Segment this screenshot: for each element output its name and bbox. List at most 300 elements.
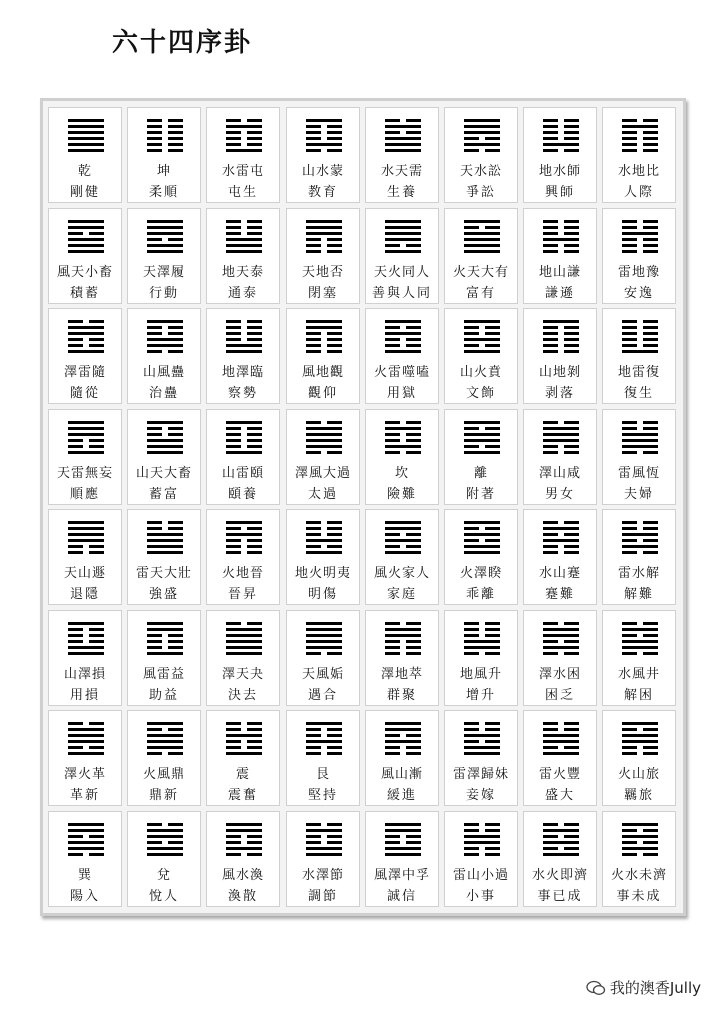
yin-line <box>622 226 658 229</box>
hexagram-name: 坤 <box>156 164 171 179</box>
hexagram-meaning: 群聚 <box>386 688 417 703</box>
yin-line <box>147 125 183 128</box>
yang-line <box>68 752 104 755</box>
hexagram-cell <box>602 208 676 304</box>
hexagram-symbol <box>464 521 500 554</box>
yin-line <box>226 835 262 838</box>
hexagram-meaning: 富有 <box>465 286 496 301</box>
yang-line <box>543 634 579 637</box>
yang-line <box>147 652 183 655</box>
yang-line <box>543 628 579 631</box>
yang-line <box>226 752 262 755</box>
yang-line <box>622 439 658 442</box>
hexagram-cell <box>206 208 280 304</box>
yang-line <box>385 137 421 140</box>
yin-line <box>147 427 183 430</box>
yang-line <box>464 533 500 536</box>
yin-line <box>385 244 421 247</box>
yang-line <box>147 829 183 832</box>
yang-line <box>68 652 104 655</box>
yang-line <box>464 640 500 643</box>
hexagram-cell <box>523 107 597 203</box>
yang-line <box>226 652 262 655</box>
yang-line <box>464 350 500 353</box>
hexagram-name: 風水渙 <box>221 868 264 883</box>
yin-line <box>68 835 104 838</box>
hexagram-name: 天火同人 <box>373 265 430 280</box>
hexagram-meaning: 觀仰 <box>307 386 338 401</box>
hexagram-name: 風山漸 <box>380 767 423 782</box>
yin-line <box>147 149 183 152</box>
yin-line <box>543 344 579 347</box>
yin-line <box>306 652 342 655</box>
yang-line <box>622 740 658 743</box>
hexagram-cell <box>602 308 676 404</box>
yin-line <box>464 344 500 347</box>
yin-line <box>68 344 104 347</box>
yang-line <box>68 533 104 536</box>
yin-line <box>464 622 500 625</box>
yang-line <box>226 734 262 737</box>
yang-line <box>68 622 104 625</box>
yin-line <box>543 131 579 134</box>
hexagram-meaning: 堅持 <box>307 788 338 803</box>
hexagram-symbol <box>147 823 183 856</box>
hexagram-cell <box>365 610 439 706</box>
hexagram-meaning: 復生 <box>623 386 654 401</box>
yin-line <box>226 539 262 542</box>
hexagram-symbol <box>622 722 658 755</box>
hexagram-meaning: 強盛 <box>148 587 179 602</box>
yin-line <box>385 835 421 838</box>
hexagram-cell <box>48 610 122 706</box>
yang-line <box>543 143 579 146</box>
yang-line <box>385 320 421 323</box>
hexagram-meaning: 人際 <box>623 185 654 200</box>
yang-line <box>147 533 183 536</box>
yang-line <box>147 853 183 856</box>
yin-line <box>622 527 658 530</box>
yang-line <box>622 640 658 643</box>
hexagram-name: 地雷復 <box>617 365 660 380</box>
hexagram-symbol <box>543 622 579 655</box>
yin-line <box>622 320 658 323</box>
yin-line <box>385 646 421 649</box>
yang-line <box>543 439 579 442</box>
hexagram-cell <box>206 710 280 806</box>
yin-line <box>622 332 658 335</box>
hexagram-symbol <box>543 119 579 152</box>
hexagram-symbol <box>306 521 342 554</box>
hexagram-symbol <box>622 320 658 353</box>
yang-line <box>226 125 262 128</box>
hexagram-meaning: 退隱 <box>69 587 100 602</box>
yang-line <box>68 220 104 223</box>
yin-line <box>226 545 262 548</box>
hexagram-symbol <box>306 220 342 253</box>
yang-line <box>385 527 421 530</box>
yang-line <box>68 119 104 122</box>
hexagram-meaning: 男女 <box>544 487 575 502</box>
yin-line <box>385 451 421 454</box>
hexagram-cell <box>444 811 518 907</box>
yin-line <box>543 244 579 247</box>
hexagram-meaning: 文飾 <box>465 386 496 401</box>
hexagram-name: 雷火豐 <box>538 767 581 782</box>
yang-line <box>622 835 658 838</box>
hexagram-cell <box>286 308 360 404</box>
yin-line <box>543 533 579 536</box>
hexagram-meaning: 震奮 <box>227 788 258 803</box>
yin-line <box>464 527 500 530</box>
yin-line <box>543 823 579 826</box>
yin-line <box>306 137 342 140</box>
hexagram-cell <box>48 710 122 806</box>
yang-line <box>385 740 421 743</box>
yin-line <box>622 451 658 454</box>
yin-line <box>622 622 658 625</box>
hexagram-symbol <box>543 320 579 353</box>
hexagram-symbol <box>147 220 183 253</box>
hexagram-meaning: 善與人同 <box>371 286 432 301</box>
yin-line <box>226 326 262 329</box>
hexagram-meaning: 誠信 <box>386 889 417 904</box>
yin-line <box>147 521 183 524</box>
yang-line <box>622 823 658 826</box>
yin-line <box>622 344 658 347</box>
yin-line <box>68 338 104 341</box>
hexagram-cell <box>48 409 122 505</box>
yin-line <box>147 137 183 140</box>
yang-line <box>464 244 500 247</box>
yang-line <box>622 232 658 235</box>
yin-line <box>306 752 342 755</box>
yang-line <box>147 847 183 850</box>
hexagram-cell <box>206 409 280 505</box>
hexagram-name: 火天大有 <box>452 265 509 280</box>
yin-line <box>543 119 579 122</box>
yin-line <box>543 521 579 524</box>
hexagram-name: 水地比 <box>617 164 660 179</box>
hexagram-cell <box>127 710 201 806</box>
hexagram-meaning: 教育 <box>307 185 338 200</box>
yin-line <box>147 332 183 335</box>
yang-line <box>385 728 421 731</box>
hexagram-symbol <box>464 622 500 655</box>
hexagram-meaning: 興師 <box>544 185 575 200</box>
hexagram-name: 山雷頤 <box>221 466 264 481</box>
hexagram-meaning: 家庭 <box>386 587 417 602</box>
yang-line <box>226 521 262 524</box>
yang-line <box>306 232 342 235</box>
yin-line <box>464 847 500 850</box>
hexagram-name: 水山蹇 <box>538 566 581 581</box>
yin-line <box>306 131 342 134</box>
hexagram-symbol <box>147 722 183 755</box>
yang-line <box>147 250 183 253</box>
yin-line <box>464 722 500 725</box>
hexagram-symbol <box>385 722 421 755</box>
hexagram-meaning: 羈旅 <box>623 788 654 803</box>
yin-line <box>385 439 421 442</box>
yang-line <box>147 622 183 625</box>
hexagram-grid <box>46 105 680 909</box>
hexagram-symbol <box>226 823 262 856</box>
yang-line <box>464 338 500 341</box>
hexagram-cell <box>444 409 518 505</box>
hexagram-meaning: 剥落 <box>544 386 575 401</box>
yang-line <box>306 847 342 850</box>
yin-line <box>68 551 104 554</box>
hexagram-name: 山澤損 <box>63 667 106 682</box>
hexagram-cell <box>523 610 597 706</box>
yin-line <box>464 539 500 542</box>
yang-line <box>385 220 421 223</box>
yang-line <box>464 835 500 838</box>
yin-line <box>543 226 579 229</box>
hexagram-meaning: 爭訟 <box>465 185 496 200</box>
yin-line <box>226 137 262 140</box>
yin-line <box>464 628 500 631</box>
hexagram-name: 火雷噬嗑 <box>373 365 430 380</box>
yang-line <box>622 722 658 725</box>
hexagram-name: 澤地萃 <box>380 667 423 682</box>
hexagram-name: 天水訟 <box>459 164 502 179</box>
yin-line <box>68 545 104 548</box>
yin-line <box>543 250 579 253</box>
yin-line <box>622 250 658 253</box>
yin-line <box>226 746 262 749</box>
yin-line <box>464 445 500 448</box>
yin-line <box>543 451 579 454</box>
yang-line <box>543 646 579 649</box>
yang-line <box>68 740 104 743</box>
yin-line <box>543 847 579 850</box>
hexagram-symbol <box>306 722 342 755</box>
hexagram-name: 地風升 <box>459 667 502 682</box>
yang-line <box>543 853 579 856</box>
yin-line <box>68 640 104 643</box>
hexagram-meaning: 增升 <box>465 688 496 703</box>
hexagram-cell <box>523 409 597 505</box>
yin-line <box>464 137 500 140</box>
yang-line <box>147 722 183 725</box>
yin-line <box>306 521 342 524</box>
watermark-text: 我的澳香Jully <box>609 979 701 997</box>
yin-line <box>385 746 421 749</box>
hexagram-cell <box>286 107 360 203</box>
yin-line <box>543 137 579 140</box>
yang-line <box>306 646 342 649</box>
yang-line <box>226 149 262 152</box>
hexagram-meaning: 順應 <box>69 487 100 502</box>
hexagram-cell <box>206 308 280 404</box>
hexagram-symbol <box>622 119 658 152</box>
hexagram-cell <box>365 208 439 304</box>
hexagram-cell <box>365 107 439 203</box>
hexagram-symbol <box>68 119 104 152</box>
hexagram-symbol <box>68 622 104 655</box>
hexagram-name: 火澤睽 <box>459 566 502 581</box>
hexagram-meaning: 柔順 <box>148 185 179 200</box>
hexagram-symbol <box>622 421 658 454</box>
yang-line <box>306 740 342 743</box>
hexagram-name: 地山謙 <box>538 265 581 280</box>
yang-line <box>306 433 342 436</box>
hexagram-symbol <box>464 421 500 454</box>
yang-line <box>147 539 183 542</box>
yang-line <box>306 326 342 329</box>
wechat-icon <box>586 980 606 996</box>
hexagram-symbol <box>226 421 262 454</box>
yin-line <box>68 445 104 448</box>
hexagram-meaning: 決去 <box>227 688 258 703</box>
yin-line <box>622 539 658 542</box>
hexagram-symbol <box>385 119 421 152</box>
hexagram-cell <box>523 509 597 605</box>
hexagram-symbol <box>68 220 104 253</box>
yang-line <box>68 521 104 524</box>
hexagram-cell <box>444 308 518 404</box>
yang-line <box>385 628 421 631</box>
hexagram-meaning: 盛大 <box>544 788 575 803</box>
hexagram-cell <box>206 811 280 907</box>
hexagram-symbol <box>306 119 342 152</box>
hexagram-meaning: 夫婦 <box>623 487 654 502</box>
hexagram-meaning: 蓄富 <box>148 487 179 502</box>
hexagram-symbol <box>543 421 579 454</box>
hexagram-cell <box>127 208 201 304</box>
hexagram-symbol <box>68 320 104 353</box>
hexagram-cell <box>127 811 201 907</box>
yin-line <box>306 149 342 152</box>
hexagram-name: 風雷益 <box>142 667 185 682</box>
yin-line <box>147 527 183 530</box>
hexagram-symbol <box>147 421 183 454</box>
yin-line <box>622 521 658 524</box>
hexagram-meaning: 察勢 <box>227 386 258 401</box>
hexagram-cell <box>206 610 280 706</box>
yang-line <box>464 841 500 844</box>
hexagram-cell <box>444 509 518 605</box>
yang-line <box>226 829 262 832</box>
yin-line <box>622 244 658 247</box>
yin-line <box>306 344 342 347</box>
yin-line <box>226 131 262 134</box>
yang-line <box>385 149 421 152</box>
yin-line <box>147 238 183 241</box>
hexagram-name: 山水蒙 <box>301 164 344 179</box>
yang-line <box>147 445 183 448</box>
yin-line <box>226 722 262 725</box>
yin-line <box>385 533 421 536</box>
yin-line <box>464 634 500 637</box>
yang-line <box>306 320 342 323</box>
yin-line <box>464 740 500 743</box>
hexagram-name: 火山旅 <box>617 767 660 782</box>
yin-line <box>226 445 262 448</box>
yin-line <box>464 326 500 329</box>
yang-line <box>464 746 500 749</box>
yin-line <box>226 740 262 743</box>
yang-line <box>147 232 183 235</box>
yin-line <box>622 829 658 832</box>
yin-line <box>622 137 658 140</box>
yang-line <box>306 640 342 643</box>
yin-line <box>622 143 658 146</box>
yang-line <box>385 539 421 542</box>
yang-line <box>464 119 500 122</box>
hexagram-meaning: 悅人 <box>148 889 179 904</box>
yin-line <box>147 634 183 637</box>
hexagram-name: 澤雷隨 <box>63 365 106 380</box>
yin-line <box>464 823 500 826</box>
yin-line <box>68 853 104 856</box>
yang-line <box>543 427 579 430</box>
yin-line <box>385 652 421 655</box>
yin-line <box>306 533 342 536</box>
hexagram-symbol <box>622 622 658 655</box>
yin-line <box>226 622 262 625</box>
hexagram-meaning: 事已成 <box>537 889 583 904</box>
yang-line <box>464 551 500 554</box>
yin-line <box>543 220 579 223</box>
yin-line <box>464 829 500 832</box>
yang-line <box>68 244 104 247</box>
yang-line <box>385 853 421 856</box>
yin-line <box>147 131 183 134</box>
hexagram-meaning: 渙散 <box>227 889 258 904</box>
hexagram-name: 水雷屯 <box>221 164 264 179</box>
yang-line <box>226 250 262 253</box>
yang-line <box>622 125 658 128</box>
yin-line <box>68 722 104 725</box>
yang-line <box>464 433 500 436</box>
yang-line <box>226 628 262 631</box>
yang-line <box>464 646 500 649</box>
yang-line <box>147 439 183 442</box>
yang-line <box>68 646 104 649</box>
hexagram-symbol <box>147 521 183 554</box>
yang-line <box>147 740 183 743</box>
yin-line <box>385 752 421 755</box>
hexagram-name: 火水未濟 <box>610 868 667 883</box>
hexagram-symbol <box>622 220 658 253</box>
yang-line <box>385 232 421 235</box>
yin-line <box>226 841 262 844</box>
hexagram-name: 天地否 <box>301 265 344 280</box>
yang-line <box>306 445 342 448</box>
yin-line <box>147 752 183 755</box>
hexagram-cell <box>286 610 360 706</box>
hexagram-cell <box>286 710 360 806</box>
yang-line <box>464 734 500 737</box>
yin-line <box>306 841 342 844</box>
yang-line <box>147 545 183 548</box>
yin-line <box>226 220 262 223</box>
yang-line <box>543 527 579 530</box>
hexagram-cell <box>127 308 201 404</box>
yang-line <box>385 445 421 448</box>
yin-line <box>226 320 262 323</box>
yin-line <box>622 131 658 134</box>
yang-line <box>385 722 421 725</box>
yang-line <box>464 421 500 424</box>
yang-line <box>543 752 579 755</box>
yin-line <box>543 338 579 341</box>
yang-line <box>622 445 658 448</box>
hexagram-meaning: 緩進 <box>386 788 417 803</box>
